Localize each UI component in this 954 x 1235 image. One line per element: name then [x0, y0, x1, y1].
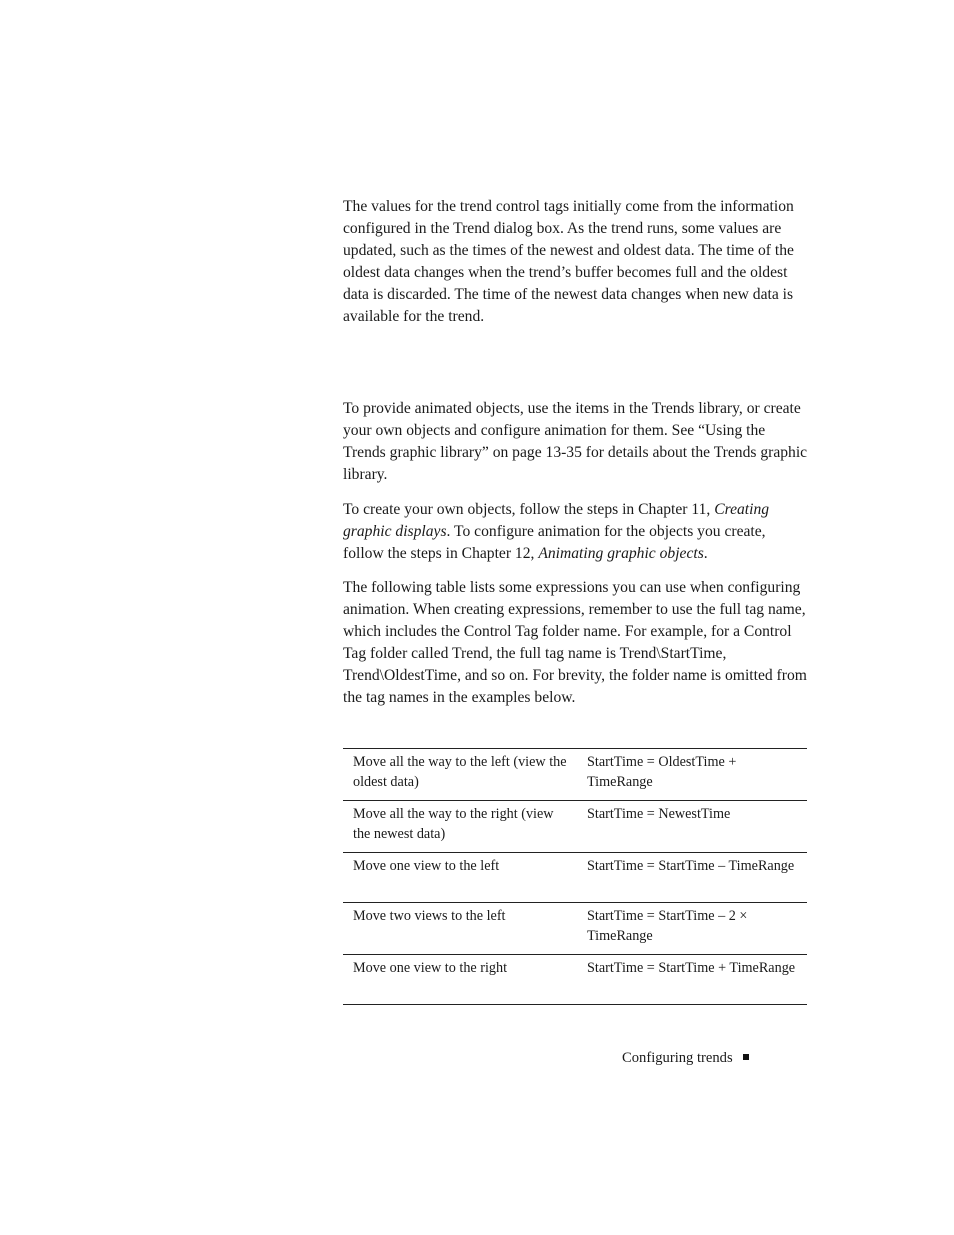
- table-cell-action: Move one view to the left: [343, 853, 579, 903]
- table-cell-expression: StartTime = StartTime – TimeRange: [579, 853, 807, 903]
- table-cell-expression: StartTime = StartTime + TimeRange: [579, 955, 807, 1005]
- table-row: [343, 903, 807, 955]
- table-row: [343, 955, 807, 1005]
- table-row: [343, 853, 807, 903]
- table-row: [343, 749, 807, 801]
- table-cell-action: Move all the way to the left (view the oldest data): [343, 749, 579, 801]
- paragraph-create-own-objects: [343, 499, 809, 565]
- p3-text-1: To create your own objects, follow the steps in Chapter 11,: [343, 501, 715, 518]
- p3-italic-creating-graphic-displays: Creating graphic displays: [343, 501, 770, 540]
- table-row: [343, 801, 807, 853]
- table-cell-action: Move two views to the left: [343, 903, 579, 955]
- footer-square-bullet-icon: [743, 1054, 749, 1060]
- table-cell-action: Move one view to the right: [343, 955, 579, 1005]
- paragraph-animated-objects: To provide animated objects, use the items in the Trends library, or create your own objects and configure animation for them. See “Using the Trends graphic library” on page 13-35 for details about the Trends graphic library.: [343, 400, 808, 483]
- footer-section-title: Configuring trends: [622, 1050, 733, 1066]
- table-cell-action: Move all the way to the right (view the newest data): [343, 801, 579, 853]
- page-footer: [622, 1048, 749, 1068]
- table-cell-expression: StartTime = OldestTime + TimeRange: [579, 749, 807, 801]
- animation-expressions-table: [343, 748, 807, 1005]
- table-cell-expression: StartTime = StartTime – 2 × TimeRange: [579, 903, 807, 955]
- p3-text-3: .: [703, 545, 708, 562]
- p3-text-2: . To configure animation for the objects you create, follow the steps in Chapter 12,: [343, 523, 766, 562]
- paragraph-expressions-intro: The following table lists some expressions you can use when configuring animation. When creating expressions, remember to use the full tag name, which includes the Control Tag folder name. For example, for a Control Tag folder called Trend, the full tag name is Trend\StartTime, Trend\OldestTime, and so on. For brevity, the folder name is omitted from the tag names in the examples below.: [343, 579, 807, 706]
- table-cell-expression: StartTime = NewestTime: [579, 801, 807, 853]
- p3-italic-animating-graphic-objects: Animating graphic objects: [538, 545, 704, 562]
- paragraph-trend-control-tags: The values for the trend control tags initially come from the information configured in the Trend dialog box. As the trend runs, some values are updated, such as the times of the newest and oldest data. The time of the oldest data changes when the trend’s buffer becomes full and the oldest data is discarded. The time of the newest data changes when new data is available for the trend.: [343, 198, 794, 325]
